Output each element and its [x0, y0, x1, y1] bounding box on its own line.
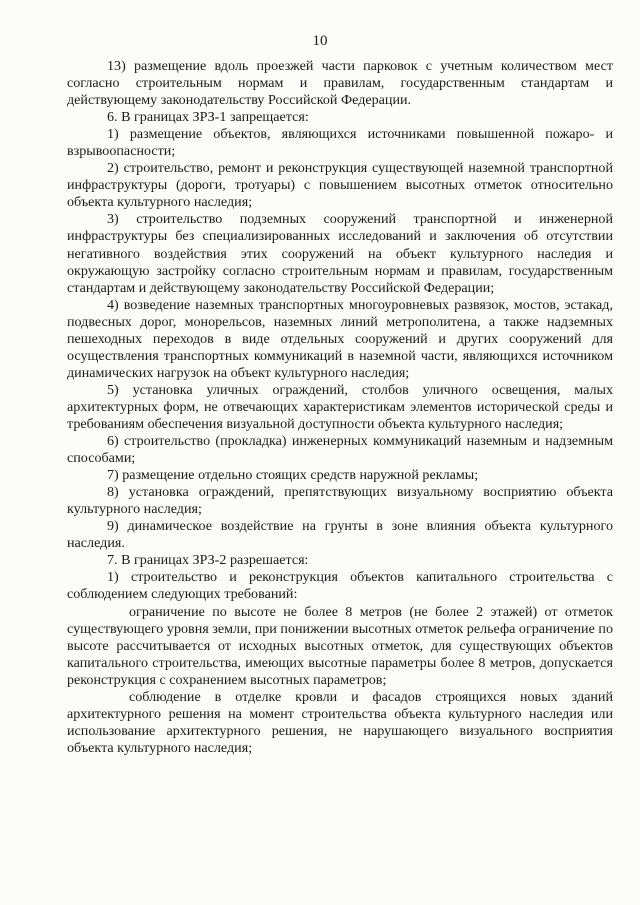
paragraph: 8) установка ограждений, препятствующих визуальному восприятию объекта культурного наследия; [67, 484, 613, 518]
paragraph: соблюдение в отделке кровли и фасадов строящихся новых зданий архитектурного решения на момент строительства объекта культурного наследия или использование архитектурного решения, не нарушающего визуального восприятия объекта культурного наследия; [67, 688, 613, 756]
paragraph: 13) размещение вдоль проезжей части парковок с учетным количеством мест согласно строительным нормам и правилам, государственным стандартам и действующему законодательству Российской Федерации. [67, 58, 613, 109]
paragraph: 1) строительство и реконструкция объектов капитального строительства с соблюдением следующих требований: [67, 569, 613, 603]
paragraph: ограничение по высоте не более 8 метров (не более 2 этажей) от отметок существующего уровня земли, при понижении высотных отметок рельефа ограничение по высоте рассчитывается от исходных высотных отметок, для существующих объектов капитального строительства, имеющих высотные параметры более 8 метров, допускается реконструкция с сохранением высотных параметров; [67, 603, 613, 688]
paragraph: 7) размещение отдельно стоящих средств наружной рекламы; [107, 467, 479, 484]
paragraph: 1) размещение объектов, являющихся источниками повышенной пожаро- и взрывоопасности; [67, 126, 613, 160]
document-body [67, 58, 613, 757]
paragraph: 6) строительство (прокладка) инженерных коммуникаций наземным и надземным способами; [67, 433, 613, 467]
paragraph: 7. В границах ЗРЗ-2 разрешается: [107, 552, 309, 569]
paragraph: 9) динамическое воздействие на грунты в зоне влияния объекта культурного наследия. [67, 518, 613, 552]
paragraph: 5) установка уличных ограждений, столбов уличного освещения, малых архитектурных форм, не отвечающих характеристикам элементов исторической среды и требованиям обеспечения визуальной доступности объекта культурного наследия; [67, 381, 613, 432]
paragraph: 3) строительство подземных сооружений транспортной и инженерной инфраструктуры без специализированных исследований и заключения об отсутствии негативного воздействия этих сооружений на объект культурного наследия и окружающую застройку согласно строительным нормам и правилам, государственным стандартам и действующему законодательству Российской Федерации; [67, 211, 613, 296]
paragraph: 6. В границах ЗРЗ-1 запрещается: [107, 109, 309, 126]
page-number: 10 [312, 33, 328, 49]
paragraph: 4) возведение наземных транспортных многоуровневых развязок, мостов, эстакад, подвесных дорог, монорельсов, наземных линий метрополитена, а также надземных пешеходных переходов в виде отдельных сооружений и других сооружений для осуществления транспортных коммуникаций в наземной части, являющихся источником динамических нагрузок на объект культурного наследия; [67, 296, 613, 381]
paragraph: 2) строительство, ремонт и реконструкция существующей наземной транспортной инфраструктуры (дороги, тротуары) с повышением высотных отметок относительно объекта культурного наследия; [67, 160, 613, 211]
